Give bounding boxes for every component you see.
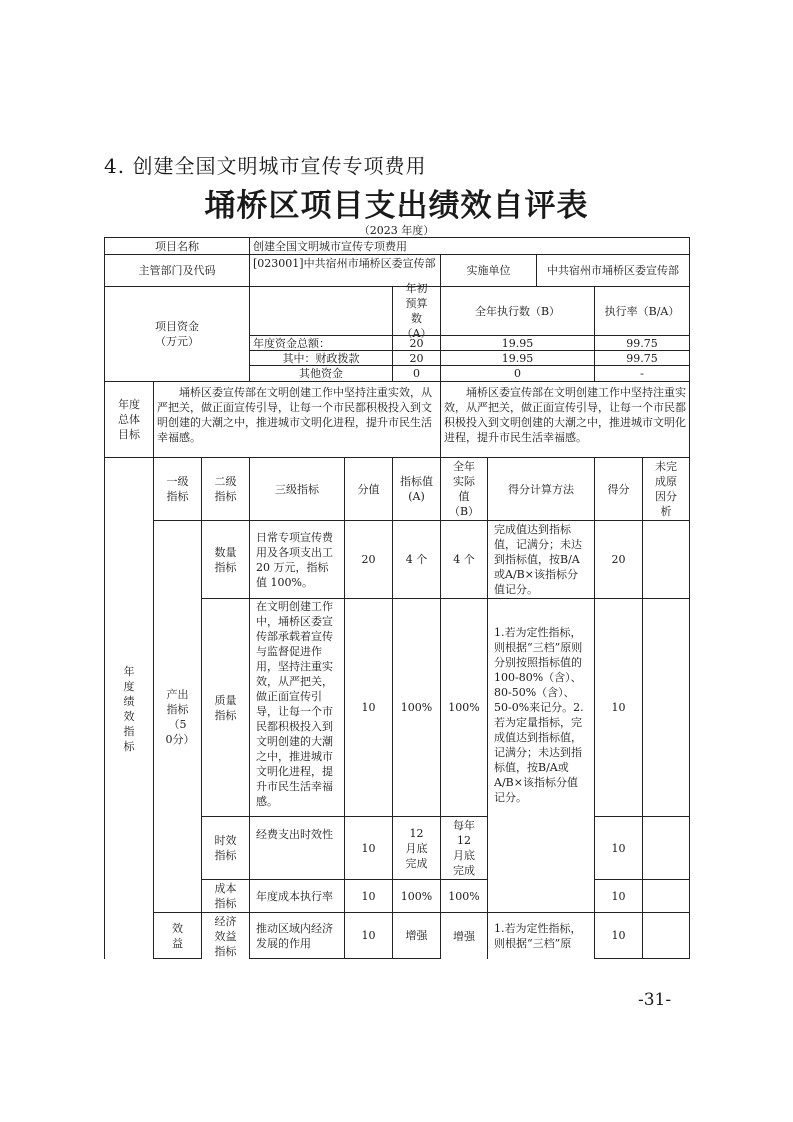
dept-label: 主管部门及代码	[104, 254, 250, 287]
output-indicator-text: 产出指标（50分）	[165, 687, 195, 746]
row-reason	[642, 816, 690, 880]
row-method: 完成值达到指标值，记满分；未达到指标值，按B/A或A/B×该指标分值记分。	[487, 520, 595, 599]
dept-value: [023001]中共宿州市埇桥区委宣传部	[249, 254, 441, 287]
row-score: 20	[594, 520, 643, 599]
row-method-merged: 1.若为定性指标，则根据“三档”原则分别按照指标值的100-80%（含）、80-50%（含）、50-0%来记分。2.若为定量指标，完成值达到指标值，记满分；未达到指标值，按B/A或A/B×该指标分值记分。	[487, 598, 595, 913]
goal-actual: 埇桥区委宣传部在文明创建工作中坚持注重实效，从严把关，做正面宣传引导，让每一个市民都积极投入到文明创建的大潮之中，推进城市文明化进程，提升市民生活幸福感。	[440, 381, 690, 458]
impl-value: 中共宿州市埇桥区委宣传部	[536, 254, 690, 287]
header-reason: 未完成原因分析	[642, 457, 690, 521]
row-actual: 100%	[440, 879, 488, 913]
funds-header-b: 全年执行数（B）	[440, 286, 595, 336]
row-reason	[642, 879, 690, 913]
funds-row-rate: -	[594, 365, 690, 382]
row-l3: 经费支出时效性	[249, 816, 345, 880]
row-target: 4 个	[392, 520, 441, 599]
row-l3: 在文明创建工作中，埇桥区委宣传部承载着宣传与监督促进作用，坚持注重实效，从严把关，做正面宣传引导，让每一个市民都积极投入到文明创建的大潮之中，推进城市文明化进程，提升市民生活幸福感。	[249, 598, 345, 817]
row-target: 100%	[392, 879, 441, 913]
goal-planned: 埇桥区委宣传部在文明创建工作中坚持注重实效，从严把关，做正面宣传引导，让每一个市民都积极投入到文明创建的大潮之中，推进城市文明化进程，提升市民生活幸福感。	[153, 381, 441, 458]
perf-label-text: 年度绩效指标	[123, 664, 135, 753]
page-title: 埇桥区项目支出绩效自评表	[204, 188, 589, 224]
row-score-value: 20	[344, 520, 393, 599]
header-target: 指标值(A)	[392, 457, 441, 521]
row-score: 10	[594, 598, 643, 817]
funds-header-rate: 执行率（B/A）	[594, 286, 690, 336]
row-score: 10	[594, 816, 643, 880]
year-label: （2023 年度）	[358, 224, 435, 237]
goal-label: 年度总体目标	[104, 381, 154, 458]
header-score: 得分	[594, 457, 643, 521]
funds-header-blank	[249, 286, 393, 336]
row-l2: 质量指标	[201, 598, 250, 817]
header-l1: 一级指标	[153, 457, 202, 521]
header-method: 得分计算方法	[487, 457, 595, 521]
funds-row-name: 年度资金总额：	[249, 335, 393, 351]
row-target: 100%	[392, 598, 441, 817]
row-actual: 增强	[440, 912, 488, 959]
row-method: 1.若为定性指标，则根据“三档”原	[487, 912, 595, 959]
row-reason	[642, 912, 690, 959]
funds-row-a: 20	[392, 335, 441, 351]
funds-row-b: 0	[440, 365, 595, 382]
header-l3: 三级指标	[249, 457, 345, 521]
row-actual: 100%	[440, 598, 488, 817]
funds-row-a: 20	[392, 350, 441, 366]
row-score-value: 10	[344, 912, 393, 959]
benefit-indicator: 效益	[153, 912, 202, 959]
row-l2: 经济效益指标	[201, 912, 250, 959]
row-l2: 成本指标	[201, 879, 250, 913]
funds-row-b: 19.95	[440, 335, 595, 351]
funds-row-a: 0	[392, 365, 441, 382]
row-score: 10	[594, 912, 643, 959]
row-actual: 4 个	[440, 520, 488, 599]
row-score-value: 10	[344, 816, 393, 880]
row-target: 12 月底完成	[392, 816, 441, 880]
project-name-label: 项目名称	[104, 237, 250, 255]
row-l2: 时效指标	[201, 816, 250, 880]
funds-row-name: 其他资金	[249, 365, 393, 382]
row-reason	[642, 598, 690, 817]
row-score-value: 10	[344, 598, 393, 817]
page-number: -31-	[638, 990, 672, 1010]
row-target: 增强	[392, 912, 441, 959]
header-actual: 全年实际值（B）	[440, 457, 488, 521]
row-score: 10	[594, 879, 643, 913]
funds-label: 项目资金（万元）	[104, 286, 250, 382]
funds-row-rate: 99.75	[594, 350, 690, 366]
header-score-value: 分值	[344, 457, 393, 521]
output-indicator	[153, 520, 202, 913]
project-name-value: 创建全国文明城市宣传专项费用	[249, 237, 690, 255]
row-l3: 推动区域内经济发展的作用	[249, 912, 345, 959]
funds-header-a: 年初预算数（A）	[392, 286, 441, 336]
funds-row-rate: 99.75	[594, 335, 690, 351]
header-l2: 二级指标	[201, 457, 250, 521]
row-l3: 年度成本执行率	[249, 879, 345, 913]
row-l3: 日常专项宣传费用及各项支出工 20 万元，指标值 100%。	[249, 520, 345, 599]
row-score-value: 10	[344, 879, 393, 913]
row-l2: 数量指标	[201, 520, 250, 599]
impl-label: 实施单位	[440, 254, 537, 287]
section-title: 4. 创建全国文明城市宣传专项费用	[104, 154, 427, 178]
funds-row-b: 19.95	[440, 350, 595, 366]
perf-label	[104, 457, 154, 959]
row-reason	[642, 520, 690, 599]
row-actual: 每年 12 月底完成	[440, 816, 488, 880]
funds-row-name: 其中：财政拨款	[249, 350, 393, 366]
